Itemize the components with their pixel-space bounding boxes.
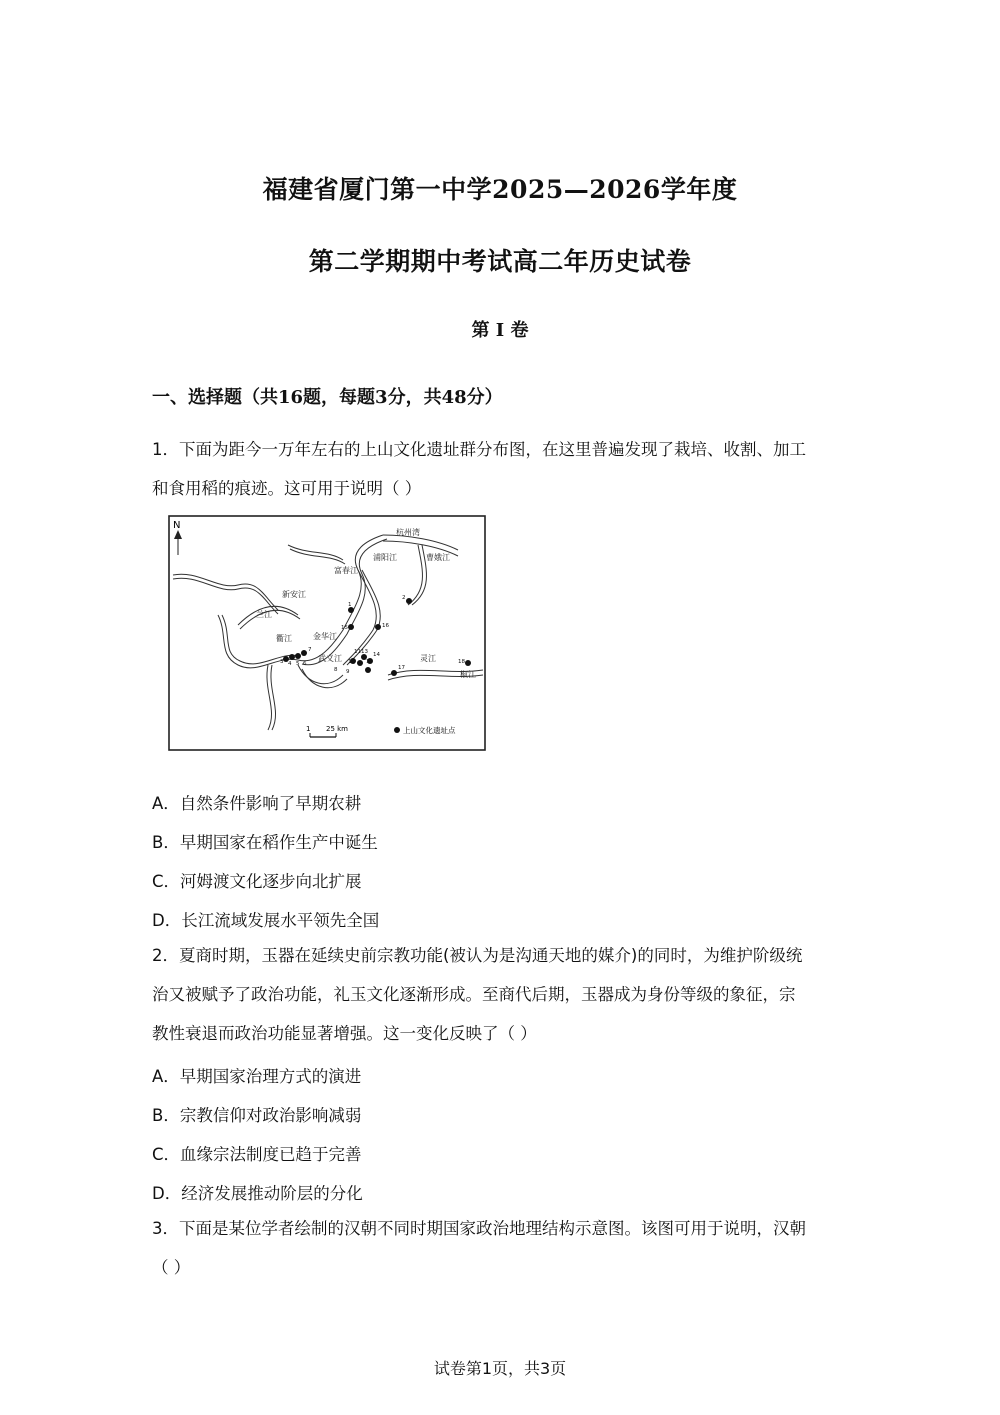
question-2-stem <box>152 936 852 1053</box>
site-dot <box>289 654 295 660</box>
map-label-cao-e: 曹娥江 <box>426 553 450 562</box>
site-number: 13 <box>361 649 368 655</box>
site-number: 8 <box>334 667 338 673</box>
question-2-line1: 2．夏商时期，玉器在延续史前宗教功能(被认为是沟通天地的媒介)的同时，为维护阶级统 <box>152 946 803 965</box>
section-heading: 一、选择题（共16题，每题3分，共48分） <box>152 387 503 408</box>
site-dot <box>391 670 397 676</box>
page-footer: 试卷第1页，共3页 <box>433 1359 567 1378</box>
exam-title-line2: 第二学期期中考试高二年历史试卷 <box>308 247 692 276</box>
question-2-line2: 治又被赋予了政治功能，礼玉文化逐渐形成。至商代后期，玉器成为身份等级的象征，宗 <box>152 985 796 1004</box>
site-dot <box>406 598 412 604</box>
volume-label: 第 I 卷 <box>471 320 529 341</box>
site-dot <box>301 650 307 656</box>
question-1-line1: 1．下面为距今一万年左右的上山文化遗址群分布图，在这里普遍发现了栽培、收割、加工 <box>152 440 806 459</box>
site-number: 2 <box>402 595 406 601</box>
scale-start: 1 <box>306 725 311 733</box>
site-dot <box>348 624 354 630</box>
site-number: 7 <box>308 647 312 653</box>
question-3-line1: 3．下面是某位学者绘制的汉朝不同时期国家政治地理结构示意图。该图可用于说明，汉朝 <box>152 1219 806 1238</box>
site-dot <box>295 653 301 659</box>
site-number: 9 <box>346 669 350 675</box>
question-1-stem <box>152 430 852 508</box>
site-number: 11 <box>354 649 361 655</box>
site-number: 5 <box>296 661 300 667</box>
shangshan-sites-map <box>168 515 486 751</box>
map-label-xinan: 新安江 <box>282 590 306 599</box>
scale-label: 25 km <box>326 725 349 733</box>
site-dot <box>357 660 363 666</box>
map-label-wuyi: 武义江 <box>318 654 342 663</box>
question-2-line3: 教性衰退而政治功能显著增强。这一变化反映了（ ） <box>152 1024 537 1043</box>
q2-option-a: A．早期国家治理方式的演进 <box>152 1067 362 1086</box>
q2-option-b: B．宗教信仰对政治影响减弱 <box>152 1106 362 1125</box>
site-number: 3 <box>280 659 284 665</box>
map-label-jiaojiang: 椒江 <box>460 670 476 679</box>
question-1-line2: 和食用稻的痕迹。这可用于说明（ ） <box>152 479 422 498</box>
q1-option-b: B．早期国家在稻作生产中诞生 <box>152 833 378 852</box>
site-number: 12 <box>366 659 373 665</box>
exam-title-line1: 福建省厦门第一中学2025—2026学年度 <box>262 175 738 204</box>
map-label-hangzhou-bay: 杭州湾 <box>396 528 420 537</box>
site-dot <box>375 624 381 630</box>
map-label-lingjiang: 灵江 <box>420 654 436 663</box>
site-number: 6 <box>303 661 307 667</box>
map-label-puyang: 浦阳江 <box>373 553 397 562</box>
q1-option-c: C．河姆渡文化逐步向北扩展 <box>152 872 362 891</box>
q2-option-d: D．经济发展推动阶层的分化 <box>152 1184 363 1203</box>
site-number: 15 <box>341 625 348 631</box>
q1-option-a: A．自然条件影响了早期农耕 <box>152 794 362 813</box>
site-number: 4 <box>288 661 292 667</box>
q1-option-d: D．长江流域发展水平领先全国 <box>152 911 380 930</box>
site-dot <box>365 667 371 673</box>
map-label-jinhua: 金华江 <box>313 632 337 641</box>
site-number: 14 <box>373 652 380 658</box>
site-number: 16 <box>382 623 389 629</box>
site-dot <box>465 660 471 666</box>
map-label-qujiang: 衢江 <box>276 634 292 643</box>
site-number: 17 <box>398 665 405 671</box>
site-number: 10 <box>348 659 355 665</box>
question-3-stem <box>152 1209 852 1287</box>
site-number: 18 <box>458 659 465 665</box>
legend-dot <box>394 727 400 733</box>
map-label-lanjiang: 兰江 <box>256 610 272 619</box>
legend-label: 上山文化遗址点 <box>403 726 456 735</box>
q2-option-c: C．血缘宗法制度已趋于完善 <box>152 1145 362 1164</box>
question-3-line2: （ ） <box>152 1258 191 1277</box>
map-label-fuchun: 富春江 <box>334 566 358 575</box>
north-label: N <box>173 520 181 531</box>
site-number: 1 <box>348 602 352 608</box>
